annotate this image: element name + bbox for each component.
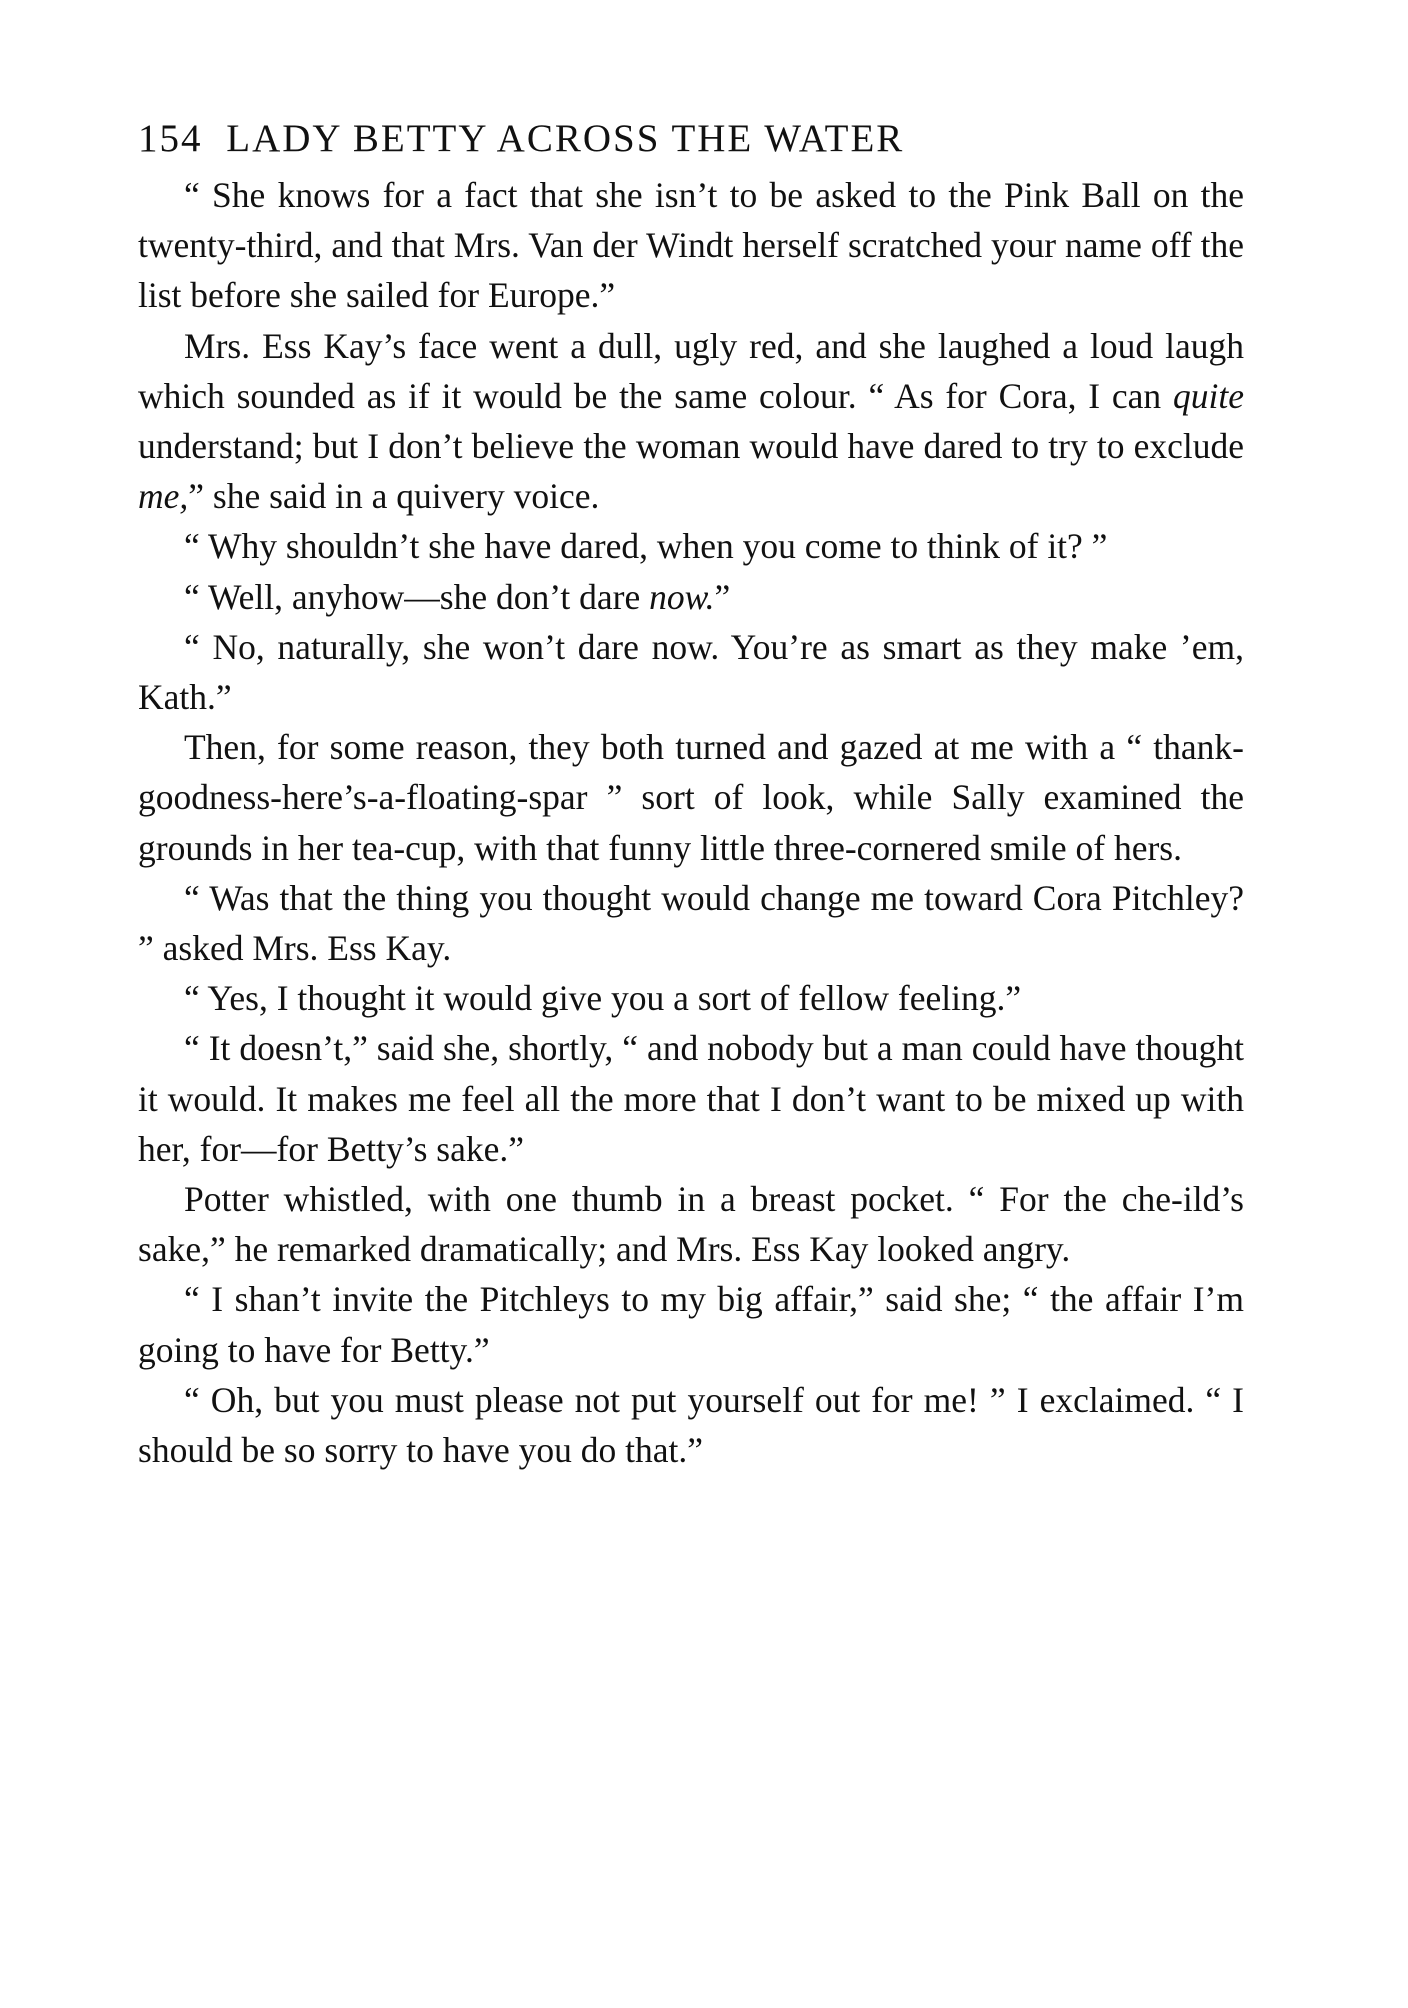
- paragraph: [138, 873, 1244, 973]
- text-run: “ Well, anyhow—she don’t dare: [184, 576, 650, 617]
- italic-text-run: me,: [138, 476, 189, 517]
- italic-text-run: quite: [1173, 375, 1244, 416]
- book-page: [138, 110, 1244, 1475]
- text-run: “ Yes, I thought it would give you a sort of fellow feeling.”: [184, 978, 1022, 1019]
- text-run: “ Oh, but you must please not put yourself out for me! ” I exclaimed. “ I should be so sorry to have you do that.”: [138, 1379, 1244, 1471]
- text-run: ” she said in a quivery voice.: [188, 476, 600, 517]
- text-run: Then, for some reason, they both turned and gazed at me with a “ thank-goodness-here’s-a-floating-spar ” sort of look, while Sally examined the grounds in her tea-cup, with that funny little three-cornered smile of hers.: [138, 727, 1244, 868]
- text-run: “ Why shouldn’t she have dared, when you come to think of it? ”: [184, 526, 1108, 567]
- paragraph: [138, 170, 1244, 321]
- text-run: ”: [714, 576, 731, 617]
- text-run: “ It doesn’t,” said she, shortly, “ and nobody but a man could have thought it would. It makes me feel all the more that I don’t want to be mixed up with her, for—for Betty’s sake.”: [138, 1028, 1244, 1169]
- paragraph: [138, 321, 1244, 522]
- running-head: [138, 110, 1244, 168]
- text-run: “ She knows for a fact that she isn’t to be asked to the Pink Ball on the twenty-third, and that Mrs. Van der Windt herself scratched your name off the list before she sailed for Europe.”: [138, 175, 1244, 316]
- paragraph: [138, 1023, 1244, 1174]
- text-run: Potter whistled, with one thumb in a breast pocket. “ For the che-ild’s sake,” he remarked dramatically; and Mrs. Ess Kay looked angry.: [138, 1179, 1244, 1270]
- text-run: “ I shan’t invite the Pitchleys to my big affair,” said she; “ the affair I’m going to have for Betty.”: [138, 1279, 1244, 1370]
- italic-text-run: now.: [649, 576, 715, 617]
- text-run: “ No, naturally, she won’t dare now. You’re as smart as they make ’em, Kath.”: [138, 626, 1244, 718]
- running-title: LADY BETTY ACROSS THE WATER: [226, 117, 905, 160]
- text-run: “ Was that the thing you thought would change me toward Cora Pitchley? ” asked Mrs. Ess Kay.: [138, 877, 1244, 969]
- text-run: Mrs. Ess Kay’s face went a dull, ugly red, and she laughed a loud laugh which sounded as if it would be the same colour. “ As for Cora, I can: [138, 325, 1244, 416]
- paragraph: [138, 1274, 1244, 1374]
- body-text: [138, 170, 1244, 1475]
- page-number: 154: [138, 117, 203, 160]
- paragraph: [138, 722, 1244, 873]
- paragraph: [138, 1174, 1244, 1274]
- paragraph: [138, 521, 1244, 571]
- paragraph: [138, 572, 1244, 622]
- paragraph: [138, 622, 1244, 722]
- text-run: understand; but I don’t believe the woman would have dared to try to exclude: [138, 426, 1244, 467]
- paragraph: [138, 973, 1244, 1023]
- paragraph: [138, 1375, 1244, 1475]
